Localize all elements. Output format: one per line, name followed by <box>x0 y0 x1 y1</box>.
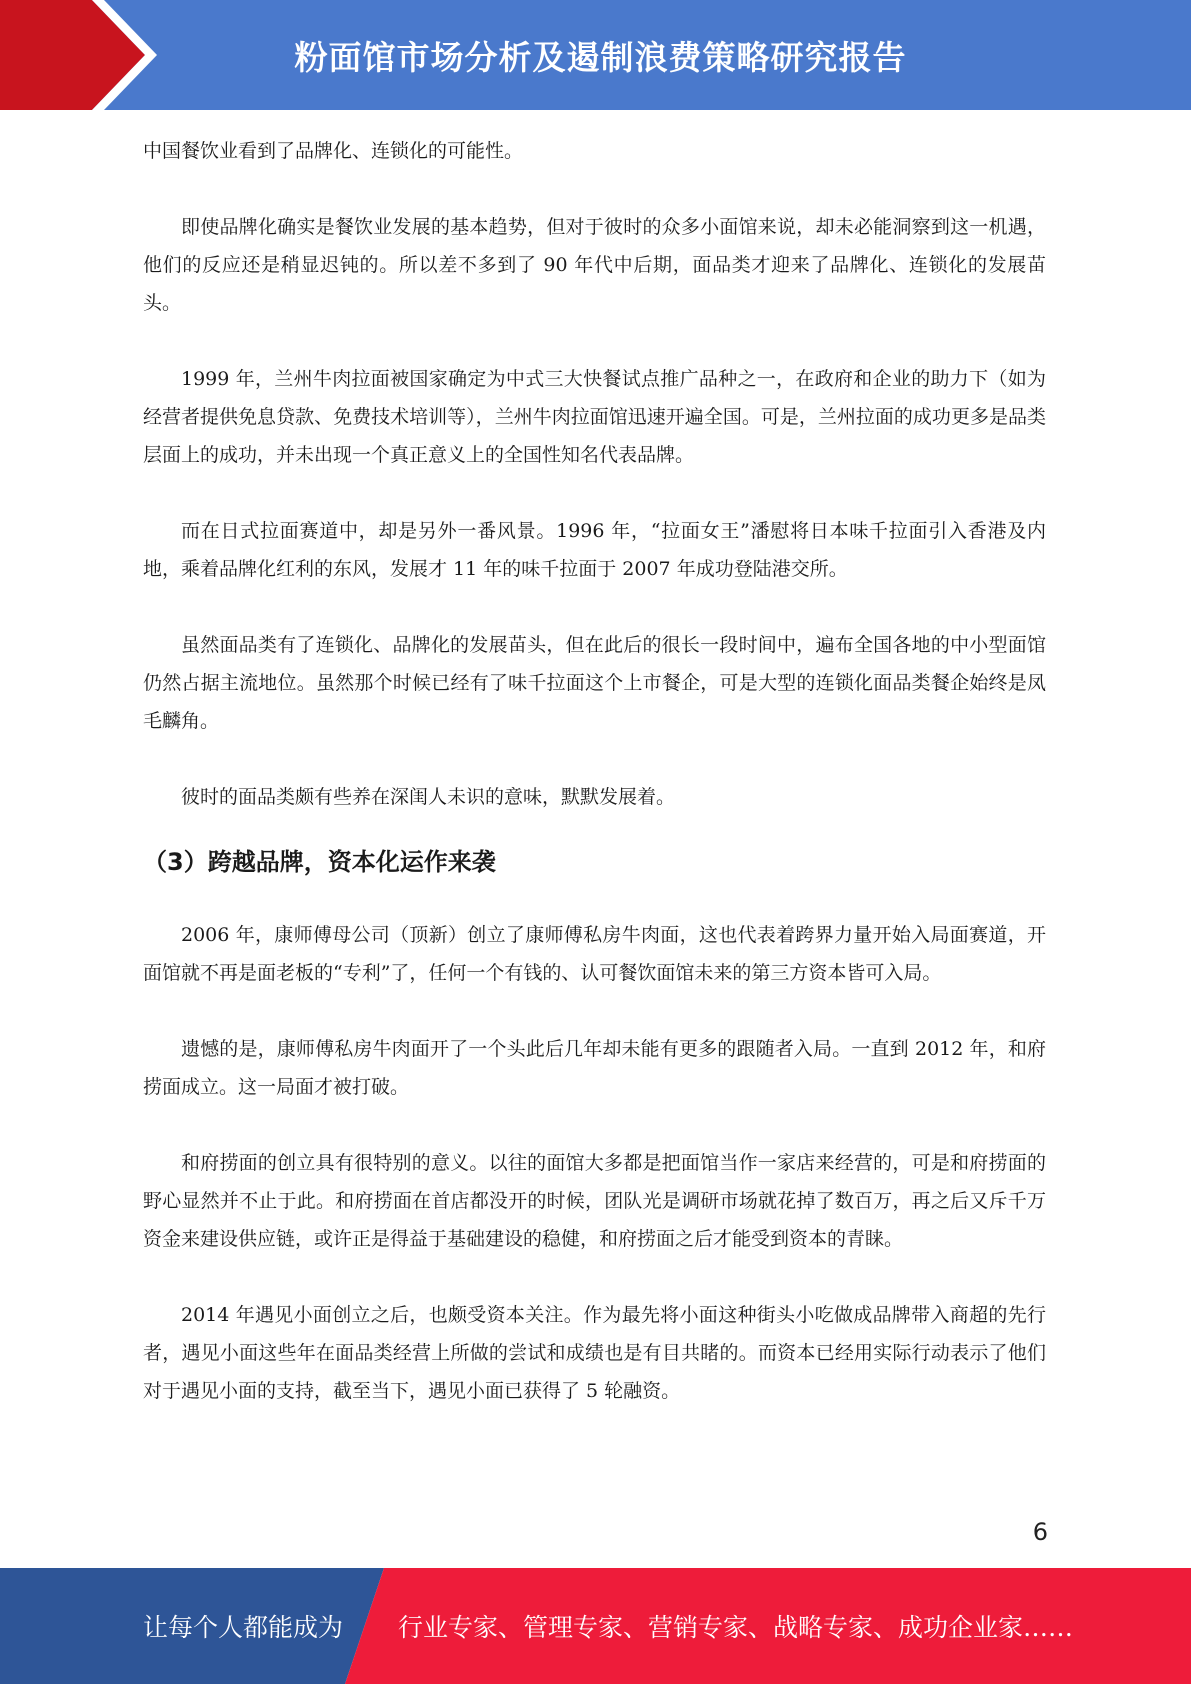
footer-slogan-right: 行业专家、管理专家、营销专家、战略专家、成功企业家…… <box>398 1613 1074 1642</box>
paragraph: 1999 年，兰州牛肉拉面被国家确定为中式三大快餐试点推广品种之一，在政府和企业的助力下（如为经营者提供免息贷款、免费技术培训等），兰州牛肉拉面馆迅速开遍全国。可是，兰州拉面的成功更多是品类层面上的成功，并未出现一个真正意义上的全国性知名代表品牌。 <box>143 368 1046 466</box>
paragraph: 和府捞面的创立具有很特别的意义。以往的面馆大多都是把面馆当作一家店来经营的，可是和府捞面的野心显然并不止于此。和府捞面在首店都没开的时候，团队光是调研市场就花掉了数百万，再之后又斥千万资金来建设供应链，或许正是得益于基础建设的稳健，和府捞面之后才能受到资本的青睐。 <box>143 1152 1046 1250</box>
footer-slogan-left: 让每个人都能成为 <box>143 1613 344 1642</box>
paragraph: 即使品牌化确实是餐饮业发展的基本趋势，但对于彼时的众多小面馆来说，却未必能洞察到这一机遇，他们的反应还是稍显迟钝的。所以差不多到了 90 年代中后期，面品类才迎来了品牌化、连锁化的发展苗头。 <box>143 216 1046 314</box>
paragraph: 彼时的面品类颇有些养在深闺人未识的意味，默默发展着。 <box>181 786 676 808</box>
report-body <box>143 132 1046 1410</box>
paragraph: 而在日式拉面赛道中，却是另外一番风景。1996 年，“拉面女王”潘慰将日本味千拉面引入香港及内地，乘着品牌化红利的东风，发展才 11 年的味千拉面于 2007 年成功登陆港交所。 <box>143 520 1046 580</box>
paragraph: 中国餐饮业看到了品牌化、连锁化的可能性。 <box>143 140 524 162</box>
paragraph: 虽然面品类有了连锁化、品牌化的发展苗头，但在此后的很长一段时间中，遍布全国各地的中小型面馆仍然占据主流地位。虽然那个时候已经有了味千拉面这个上市餐企，可是大型的连锁化面品类餐企始终是凤毛麟角。 <box>143 634 1046 732</box>
page-header <box>0 0 1191 110</box>
paragraph: 2014 年遇见小面创立之后，也颇受资本关注。作为最先将小面这种街头小吃做成品牌带入商超的先行者，遇见小面这些年在面品类经营上所做的尝试和成绩也是有目共睹的。而资本已经用实际行动表示了他们对于遇见小面的支持，截至当下，遇见小面已获得了 5 轮融资。 <box>143 1304 1046 1402</box>
paragraph: 遗憾的是，康师傅私房牛肉面开了一个头此后几年却未能有更多的跟随者入局。一直到 2012 年，和府捞面成立。这一局面才被打破。 <box>143 1038 1046 1098</box>
report-title: 粉面馆市场分析及遏制浪费策略研究报告 <box>294 37 907 77</box>
page-number: 6 <box>1032 1518 1048 1546</box>
page-footer <box>0 1568 1191 1684</box>
section-heading: （3）跨越品牌，资本化运作来袭 <box>143 848 496 876</box>
paragraph: 2006 年，康师傅母公司（顶新）创立了康师傅私房牛肉面，这也代表着跨界力量开始入局面赛道，开面馆就不再是面老板的“专利”了，任何一个有钱的、认可餐饮面馆未来的第三方资本皆可入局。 <box>143 924 1046 984</box>
